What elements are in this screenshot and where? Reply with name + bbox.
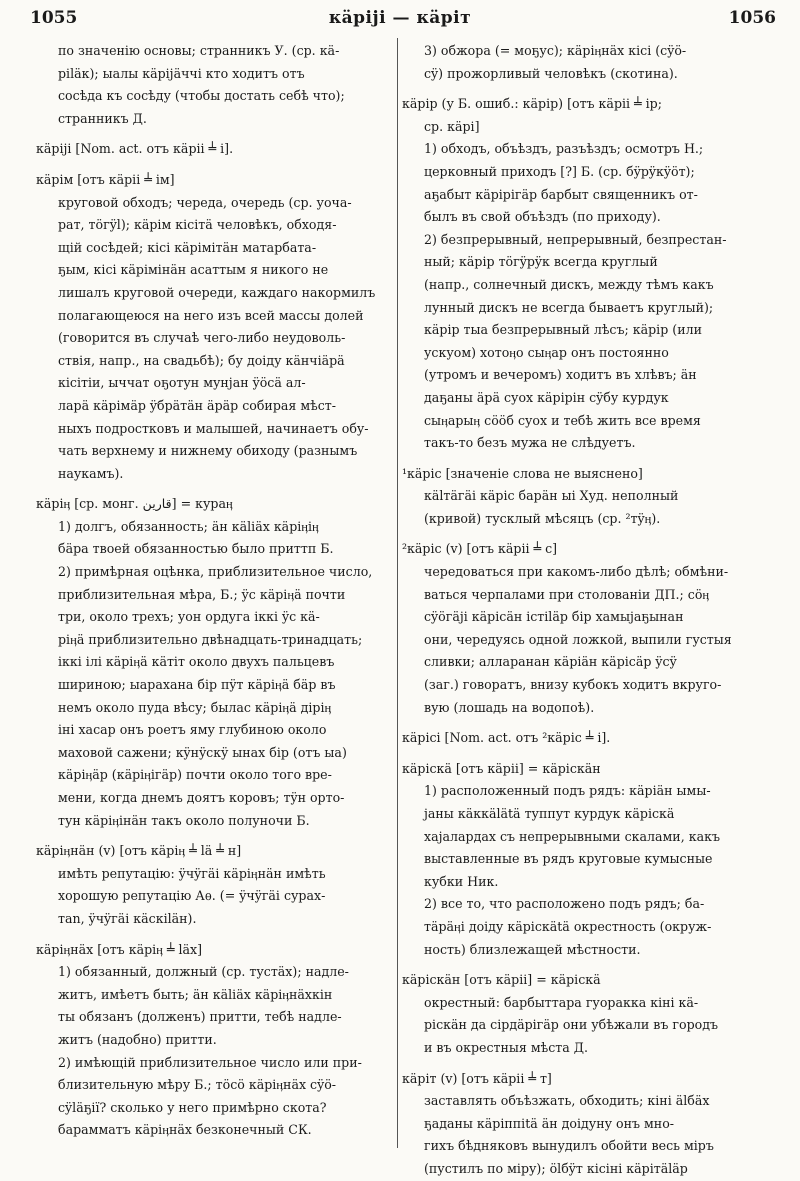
entry-text-line: заставлять объѣзжать, обходить; кiнi älбäх xyxy=(424,1093,710,1109)
entry-headword-line: ¹кäріс [значеніе слова не выяснено] xyxy=(402,465,643,481)
entry-text-line: аҕабыт кäрірiгäр барбыт священникъ от- xyxy=(424,186,698,202)
entry-text-line: такъ-то безъ мужа не слѣдуетъ. xyxy=(424,435,636,451)
entry-headword-line: кäрім [отъ кäрii ╧ ім] xyxy=(36,171,175,187)
entry-text-line: ҕым, кісі кäрімінäн асаттым я никого не xyxy=(58,262,329,278)
entry-text-line: житъ (надобно) притти. xyxy=(58,1031,217,1047)
entry-headword-line: кäріӊ [ср. монг. ﻗﺎﺭﻳﻦ] = кураӊ xyxy=(36,496,233,512)
entry-text-line: 1) долгъ, обязанность; äн кäliäх кäріӊiӊ xyxy=(58,518,319,534)
entry-text-line: житъ, имѣетъ быть; äн кäliäх кäріӊнäхкін xyxy=(58,986,333,1002)
entry-text-line: вую (лошадь на водопоѣ). xyxy=(424,699,595,715)
entry-text-line: они, чередуясь одной ложкой, выпили густыя xyxy=(424,631,732,647)
entry-text-line: барамматъ кäріӊнäх безконечный СК. xyxy=(58,1122,312,1138)
entry-headword-line: кäрiскäн [отъ кäрii] = кäрiскä xyxy=(402,972,601,988)
entry-text-line: рiскäн да сiрдäрiгäр они убѣжали въ городъ xyxy=(424,1017,718,1033)
left-column xyxy=(36,40,398,1150)
entry-headword-line: ²кäріс (v) [отъ кäрii ╧ с] xyxy=(402,541,558,557)
entry-text-line: сливки; алларанан кäрiäн кäрiсäр ÿсÿ xyxy=(424,654,677,670)
entry-text-line: мени, когда днемъ доятъ коровъ; тÿн орто- xyxy=(58,790,345,805)
entry-text-line: 2) имѣющій приблизительное число или при- xyxy=(58,1054,362,1070)
entry-text-line: (утромъ и вечеромъ) ходитъ въ хлѣвъ; äн xyxy=(424,367,697,383)
entry-text-line: (кривой) тусклый мѣсяцъ (ср. ²тÿӊ). xyxy=(424,510,661,526)
entry-text-line: близительную мѣру Б.; тöсö кäріӊнäх сÿö- xyxy=(58,1077,337,1093)
entry-text-line: рат, тöгÿl); кäрім кісітä человѣкъ, обходя- xyxy=(58,217,337,233)
entry-text-line: ср. кäрі] xyxy=(424,118,480,134)
entry-text-line: ваться черпалами при столованіи ДП.; сöӊ xyxy=(424,586,710,602)
entry-text-line: сÿ) прожорливый человѣкъ (скотина). xyxy=(424,65,678,81)
entry-text-line: имѣть репутацію: ÿчÿгäi кäріӊнäн имѣть xyxy=(58,865,326,881)
entry-text-line: щій сосѣдей; кісі кäрімітäн матарбата- xyxy=(58,239,317,255)
entry-text-line: сÿläҕiї? сколько у него примѣрно скота? xyxy=(58,1099,327,1115)
entry-text-line: ҕаданы кäрiппitä äн доідуну онъ мно- xyxy=(424,1115,675,1131)
left-page-number: 1055 xyxy=(30,8,78,28)
entry-text-line: кубки Ник. xyxy=(424,873,499,889)
entry-text-line: ныхъ подростковъ и малышей, начинаетъ обу- xyxy=(58,420,369,436)
entry-text-line: ріӊä приблизительно двѣнадцать-тринадцать; xyxy=(58,631,363,647)
entry-text-line: ный; кäрір тöгÿрÿк всегда круглый xyxy=(424,254,658,270)
entry-text-line: кälтäгäi кäріс барäн ыi Худ. неполный xyxy=(424,488,679,504)
right-column xyxy=(402,40,784,1176)
entry-text-line: странникъ Д. xyxy=(58,110,147,126)
entry-text-line: 1) обходъ, объѣздъ, разъѣздъ; осмотръ Н.; xyxy=(424,141,704,157)
entry-text-line: сосѣда къ сосѣду (чтобы достать себѣ что); xyxy=(58,88,345,104)
entry-text-line: ріläк); ыалы кäріjäччі кто ходитъ отъ xyxy=(58,65,305,81)
right-page-number: 1056 xyxy=(728,8,776,28)
entry-text-line: ность) близлежащей мѣстности. xyxy=(424,941,641,957)
entry-text-line: церковный приходъ [?] Б. (ср. бÿрÿкÿöт); xyxy=(424,163,695,179)
entry-text-line: окрестный: барбыттара гуоракка кiнi кä- xyxy=(424,994,699,1010)
entry-text-line: былъ въ свой объѣздъ (по приходу). xyxy=(424,209,661,225)
entry-text-line: сыӊарыӊ сööб суох и тебѣ жить все время xyxy=(424,412,701,428)
entry-text-line: лунный дискъ не всегда бываетъ круглый); xyxy=(424,299,714,315)
entry-text-line: чать верхнему и нижнему обиходу (разнымъ xyxy=(58,443,358,459)
entry-text-line: тун кäріӊiнäн такъ около полуночи Б. xyxy=(58,812,310,828)
entry-text-line: шириною; ыарахана бір пÿт кäріӊä бäр въ xyxy=(58,677,336,693)
entry-headword-line: кäріт (v) [отъ кäрii ╧ т] xyxy=(402,1070,552,1086)
entry-text-line: кäріӊäр (кäріӊiгäр) почти около того вре- xyxy=(58,767,332,783)
entry-text-line: jаны кäккälätä туппут курдук кäрiскä xyxy=(424,806,675,821)
entry-text-line: тäрäӊi доіду кäрiскätä окрестность (окруж- xyxy=(424,918,712,934)
entry-text-line: ствія, напр., на свадьбѣ); бу доіду кäнчiäрä xyxy=(58,352,345,368)
entry-text-line: 3) обжора (= моҕус); кäріӊнäх кісі (сÿö- xyxy=(424,43,687,58)
entry-text-line: и въ окрестныя мѣста Д. xyxy=(424,1039,589,1055)
entry-text-line: по значенію основы; странникъ У. (ср. кä- xyxy=(58,43,340,58)
entry-text-line: лишалъ круговой очереди, каждаго накормилъ xyxy=(58,284,376,300)
entry-text-line: три, около трехъ; уон ордуга іккі ÿс кä- xyxy=(58,609,320,625)
entry-text-line: выставленные въ рядъ круговые кумысные xyxy=(424,851,713,867)
entry-text-line: приблизительная мѣра, Б.; ÿс кäріӊä почти xyxy=(58,586,346,602)
entry-text-line: (говорится въ случаѣ чего-либо неудоволь- xyxy=(58,330,346,346)
entry-text-line: бäра твоей обязанностью было приттп Б. xyxy=(58,541,334,557)
entry-text-line: (напр., солнечный дискъ, между тѣмъ какъ xyxy=(424,276,714,292)
entry-headword-line: кäріjі [Nom. act. отъ кäрii ╧ i]. xyxy=(36,141,234,157)
entry-text-line: маховой сажени; кÿнÿскÿ ынах бір (отъ ыа) xyxy=(58,744,347,760)
entry-text-line: круговой обходъ; череда, очередь (ср. уоча- xyxy=(58,194,352,210)
running-title: кäріjі — кäріт xyxy=(328,8,472,28)
entry-text-line: хорошую репутацію Аѳ. (= ÿчÿгäi сурах- xyxy=(58,888,326,904)
entry-text-line: 1) обязанный, должный (ср. тустäх); надле- xyxy=(58,964,349,980)
entry-text-line: iнi хасар онъ роетъ яму глубиною около xyxy=(58,722,327,738)
entry-text-line: 2) безпрерывный, непрерывный, безпрестан- xyxy=(424,231,727,247)
entry-text-line: ларä кäрімäр ÿбрäтäн äрäр собирая мѣст- xyxy=(58,397,336,413)
entry-text-line: ускуом) хотоӊо сыӊар онъ постоянно xyxy=(424,344,669,360)
entry-text-line: чередоваться при какомъ-либо дѣлѣ; обмѣни- xyxy=(424,564,729,580)
entry-text-line: наукамъ). xyxy=(58,465,124,481)
entry-text-line: (пустилъ по міру); ölбÿт кiсiнi кäрiтäläр xyxy=(424,1160,688,1176)
page-header xyxy=(0,6,800,30)
entry-text-line: іккі iлi кäріӊä кäтiт около двухъ пальцевъ xyxy=(58,654,335,670)
entry-text-line: (заг.) говоратъ, внизу кубокъ ходитъ вкруго- xyxy=(424,677,722,693)
entry-text-line: гихъ бѣдняковъ вынудилъ обойти весь міръ xyxy=(424,1138,714,1154)
entry-text-line: 1) расположенный подъ рядъ: кäрiäн ымы- xyxy=(424,783,711,799)
entry-text-line: хаjалардах съ непрерывными скалами, какъ xyxy=(424,828,720,844)
entry-text-line: кісітіи, ыччат оҕотун мунjан ÿöсä ал- xyxy=(58,375,306,391)
entry-text-line: кäрір тыа безпрерывный лѣсъ; кäрір (или xyxy=(424,322,702,338)
entry-text-line: немъ около пуда вѣсу; былас кäріӊä дірiӊ xyxy=(58,699,332,715)
entry-text-line: 2) все то, что расположено подъ рядъ; ба- xyxy=(424,896,705,912)
entry-text-line: полагающеюся на него изъ всей массы долей xyxy=(58,307,364,323)
entry-text-line: сÿöгäjі кäрiсäн iстiläр бір хамыjаҕынан xyxy=(424,609,684,625)
entry-headword-line: кäріӊнäн (v) [отъ кäріӊ ╧ lä ╧ н] xyxy=(36,843,242,859)
entry-headword-line: кäріӊнäх [отъ кäріӊ ╧ läх] xyxy=(36,941,203,957)
entry-headword-line: кäрір (у Б. ошиб.: кäрір) [отъ кäрii ╧ ір; xyxy=(402,96,662,112)
entry-text-line: даҕаны äрä суох кäрірiн сÿбу курдук xyxy=(424,389,669,405)
entry-text-line: 2) примѣрная оцѣнка, приблизительное число, xyxy=(58,564,373,580)
entry-text-line: таn, ÿчÿгäi кäскiläн). xyxy=(58,910,197,926)
entry-headword-line: кäрiсi [Nom. act. отъ ²кäріс ╧ i]. xyxy=(402,730,611,746)
entry-text-line: ты обязанъ (долженъ) притти, тебѣ надле- xyxy=(58,1009,342,1025)
entry-headword-line: кäрiскä [отъ кäрii] = кäрiскäн xyxy=(402,760,601,776)
